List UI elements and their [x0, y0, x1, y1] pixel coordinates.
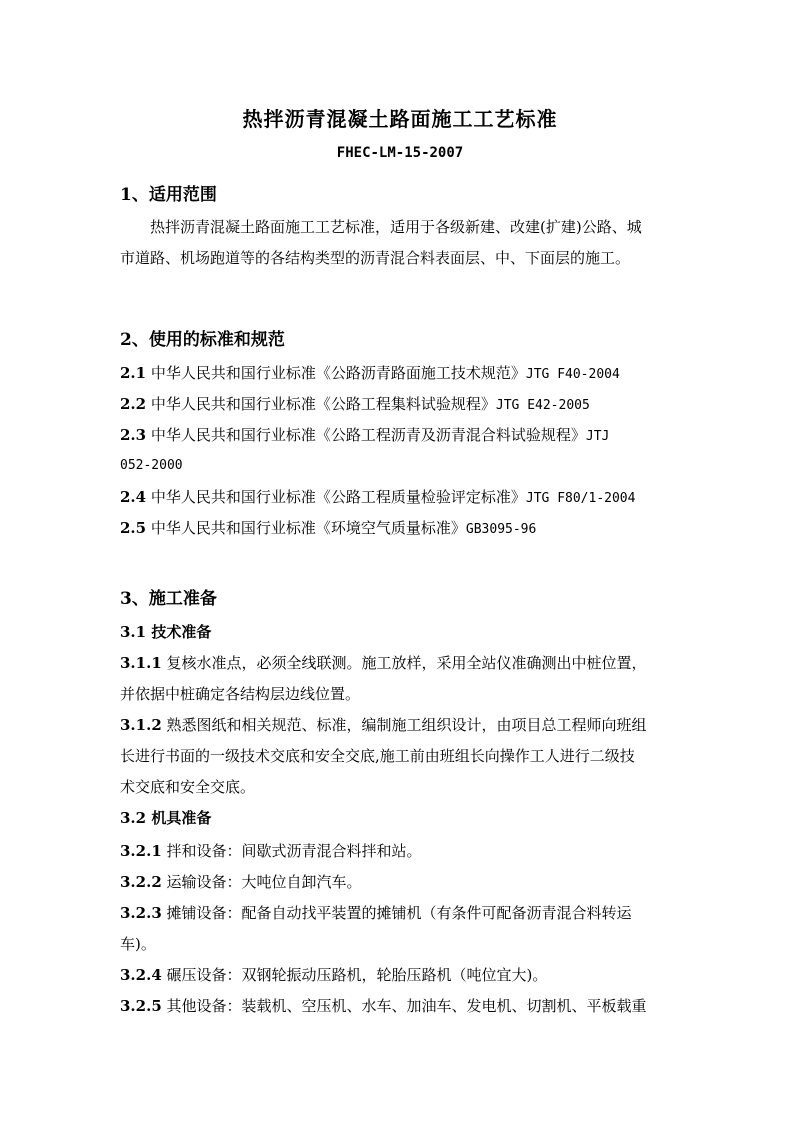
item-text: 中华人民共和国行业标准《环境空气质量标准》: [146, 519, 466, 537]
standard-item: [120, 362, 620, 383]
list-item: [120, 964, 547, 985]
item-number: 2.1: [120, 364, 147, 382]
item-number: 3.2.1: [120, 842, 162, 860]
list-item: [120, 840, 422, 861]
list-item: [120, 871, 362, 892]
item-number: 2.3: [120, 426, 147, 444]
item-code: JTG F40-2004: [525, 367, 620, 382]
subsection-3-2-heading: 3.2 机具准备: [120, 809, 212, 827]
item-code: GB3095-96: [465, 522, 537, 537]
section-1-paragraph-line: 热拌沥青混凝土路面施工工艺标准，适用于各级新建、改建(扩建)公路、城: [150, 218, 642, 236]
item-code: JTJ: [585, 429, 610, 444]
standard-item: [120, 424, 609, 445]
list-item: [120, 995, 647, 1016]
item-number: 2.2: [120, 395, 147, 413]
list-item-continuation: 车)。: [120, 935, 156, 953]
item-text: 运输设备：大吨位自卸汽车。: [161, 873, 362, 891]
item-number: 3.1.2: [120, 716, 162, 734]
item-number: 3.2.4: [120, 966, 162, 984]
standard-item: [120, 486, 635, 507]
standard-item-continuation: [120, 455, 183, 473]
item-number: 3.2.3: [120, 904, 162, 922]
item-text: 中华人民共和国行业标准《公路工程质量检验评定标准》: [146, 488, 526, 506]
document-title: 热拌沥青混凝土路面施工工艺标准: [242, 107, 558, 131]
document-code: FHEC-LM-15-2007: [336, 145, 464, 161]
item-number: 3.2.5: [120, 997, 162, 1015]
item-code: JTG F80/1-2004: [525, 491, 636, 506]
item-text: 复核水准点，必须全线联测。施工放样，采用全站仪准确测出中桩位置，: [161, 654, 647, 672]
item-number: 2.4: [120, 488, 147, 506]
item-text: 中华人民共和国行业标准《公路工程集料试验规程》: [146, 395, 496, 413]
list-item: [120, 652, 647, 673]
standard-item: [120, 393, 590, 414]
item-text: 拌和设备：间歇式沥青混合料拌和站。: [161, 842, 422, 860]
section-1-heading: 1、适用范围: [120, 185, 217, 205]
item-text: 熟悉图纸和相关规范、标准，编制施工组织设计，由项目总工程师向班组: [161, 716, 647, 734]
item-code: 052-2000: [120, 458, 183, 473]
list-item-continuation: 并依据中桩确定各结构层边线位置。: [120, 685, 361, 703]
item-text: 其他设备：装载机、空压机、水车、加油车、发电机、切割机、平板载重: [161, 997, 647, 1015]
item-text: 中华人民共和国行业标准《公路工程沥青及沥青混合料试验规程》: [146, 426, 586, 444]
list-item-continuation: 长进行书面的一级技术交底和安全交底,施工前由班组长向操作工人进行二级技: [120, 747, 635, 765]
subsection-3-1-heading: 3.1 技术准备: [120, 623, 212, 641]
item-text: 摊铺设备：配备自动找平装置的摊铺机（有条件可配备沥青混合料转运: [161, 904, 632, 922]
item-number: 3.2.2: [120, 873, 162, 891]
standard-item: [120, 517, 536, 538]
item-text: 碾压设备：双钢轮振动压路机，轮胎压路机（吨位宜大)。: [161, 966, 548, 984]
section-2-heading: 2、使用的标准和规范: [120, 330, 285, 350]
section-1-paragraph-line: 市道路、机场跑道等的各结构类型的沥青混合料表面层、中、下面层的施工。: [120, 249, 631, 267]
section-3-heading: 3、施工准备: [120, 589, 217, 609]
item-number: 3.1.1: [120, 654, 162, 672]
item-text: 中华人民共和国行业标准《公路沥青路面施工技术规范》: [146, 364, 526, 382]
list-item: [120, 714, 647, 735]
list-item-continuation: 术交底和安全交底。: [120, 778, 256, 796]
list-item: [120, 902, 632, 923]
item-number: 2.5: [120, 519, 147, 537]
item-code: JTG E42-2005: [495, 398, 590, 413]
